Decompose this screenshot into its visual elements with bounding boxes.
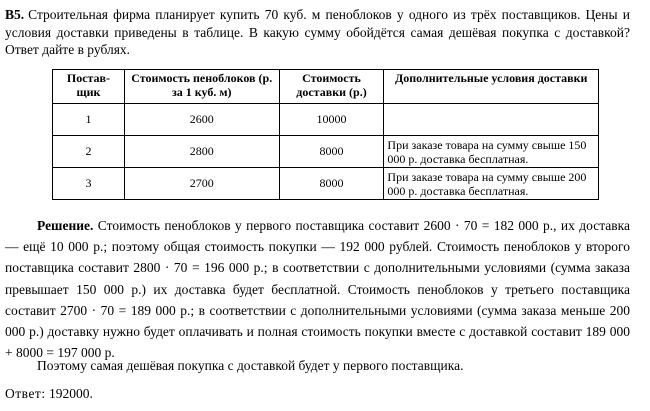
cell-delivery-cost: 8000: [279, 168, 384, 200]
problem-number: B5.: [5, 7, 25, 22]
supplier-table: [52, 69, 599, 200]
cell-block-cost: 2800: [124, 136, 279, 168]
cell-conditions: [384, 104, 599, 136]
cell-block-cost: 2600: [124, 104, 279, 136]
problem-text: Строительная фирма планирует купить 70 куб. м пеноблоков у одного из трёх поставщиков. Цены и условия доставки приведены в таблице. В какую сумму обойдётся самая дешёвая покупка с доставкой? Ответ дайте в рублях.: [5, 7, 630, 57]
cell-supplier: 2: [53, 136, 125, 168]
cell-block-cost: 2700: [124, 168, 279, 200]
header-block-cost: Стоимость пеноблоков (р. за 1 куб. м): [124, 70, 279, 104]
header-conditions: Дополнительные условия доставки: [384, 70, 599, 104]
solution-conclusion: Поэтому самая дешёвая покупка с доставкой будет у первого поставщика.: [37, 358, 464, 373]
header-delivery-cost: Стоимость доставки (р.): [279, 70, 384, 104]
answer-line: [5, 385, 93, 403]
cell-delivery-cost: 8000: [279, 136, 384, 168]
cell-supplier: 3: [53, 168, 125, 200]
answer-value: 192000.: [48, 386, 93, 401]
cell-conditions: При заказе товара на сумму свыше 200 000 р. доставка бесплатная.: [384, 168, 599, 200]
solution-text: Стоимость пеноблоков у первого поставщика составит 2600 · 70 = 182 000 р., их доставка — ещё 10 000 р.; поэтому общая стоимость покупки — 192 000 рублей. Стоимость пеноблоков у второго поставщика составит 2800 · 70 = 196 000 р.; в соответствии с дополнительными условиями (сумма заказа превышает 150 000 р.) их доставка будет бесплатной. Стоимость пеноблоков у третьего поставщика составит 2700 · 70 = 189 000 р.; в соответствии с дополнительными условиями (сумма заказа меньше 200 000 р.) доставку нужно будет оплачивать и полная стоимость покупки вместе с доставкой составит 189 000 + 8000 = 197 000 р.: [5, 218, 631, 361]
table-row: [53, 136, 599, 168]
table-row: [53, 104, 599, 136]
cell-delivery-cost: 10000: [279, 104, 384, 136]
answer-label: Ответ:: [5, 386, 46, 401]
cell-conditions: При заказе товара на сумму свыше 150 000 р. доставка бесплатная.: [384, 136, 599, 168]
table-header-row: [53, 70, 599, 104]
problem-statement: [5, 6, 630, 59]
solution-label: Решение.: [37, 218, 94, 233]
table-row: [53, 168, 599, 200]
cell-supplier: 1: [53, 104, 125, 136]
solution-paragraph: [5, 215, 630, 363]
header-supplier: Постав-щик: [53, 70, 125, 104]
